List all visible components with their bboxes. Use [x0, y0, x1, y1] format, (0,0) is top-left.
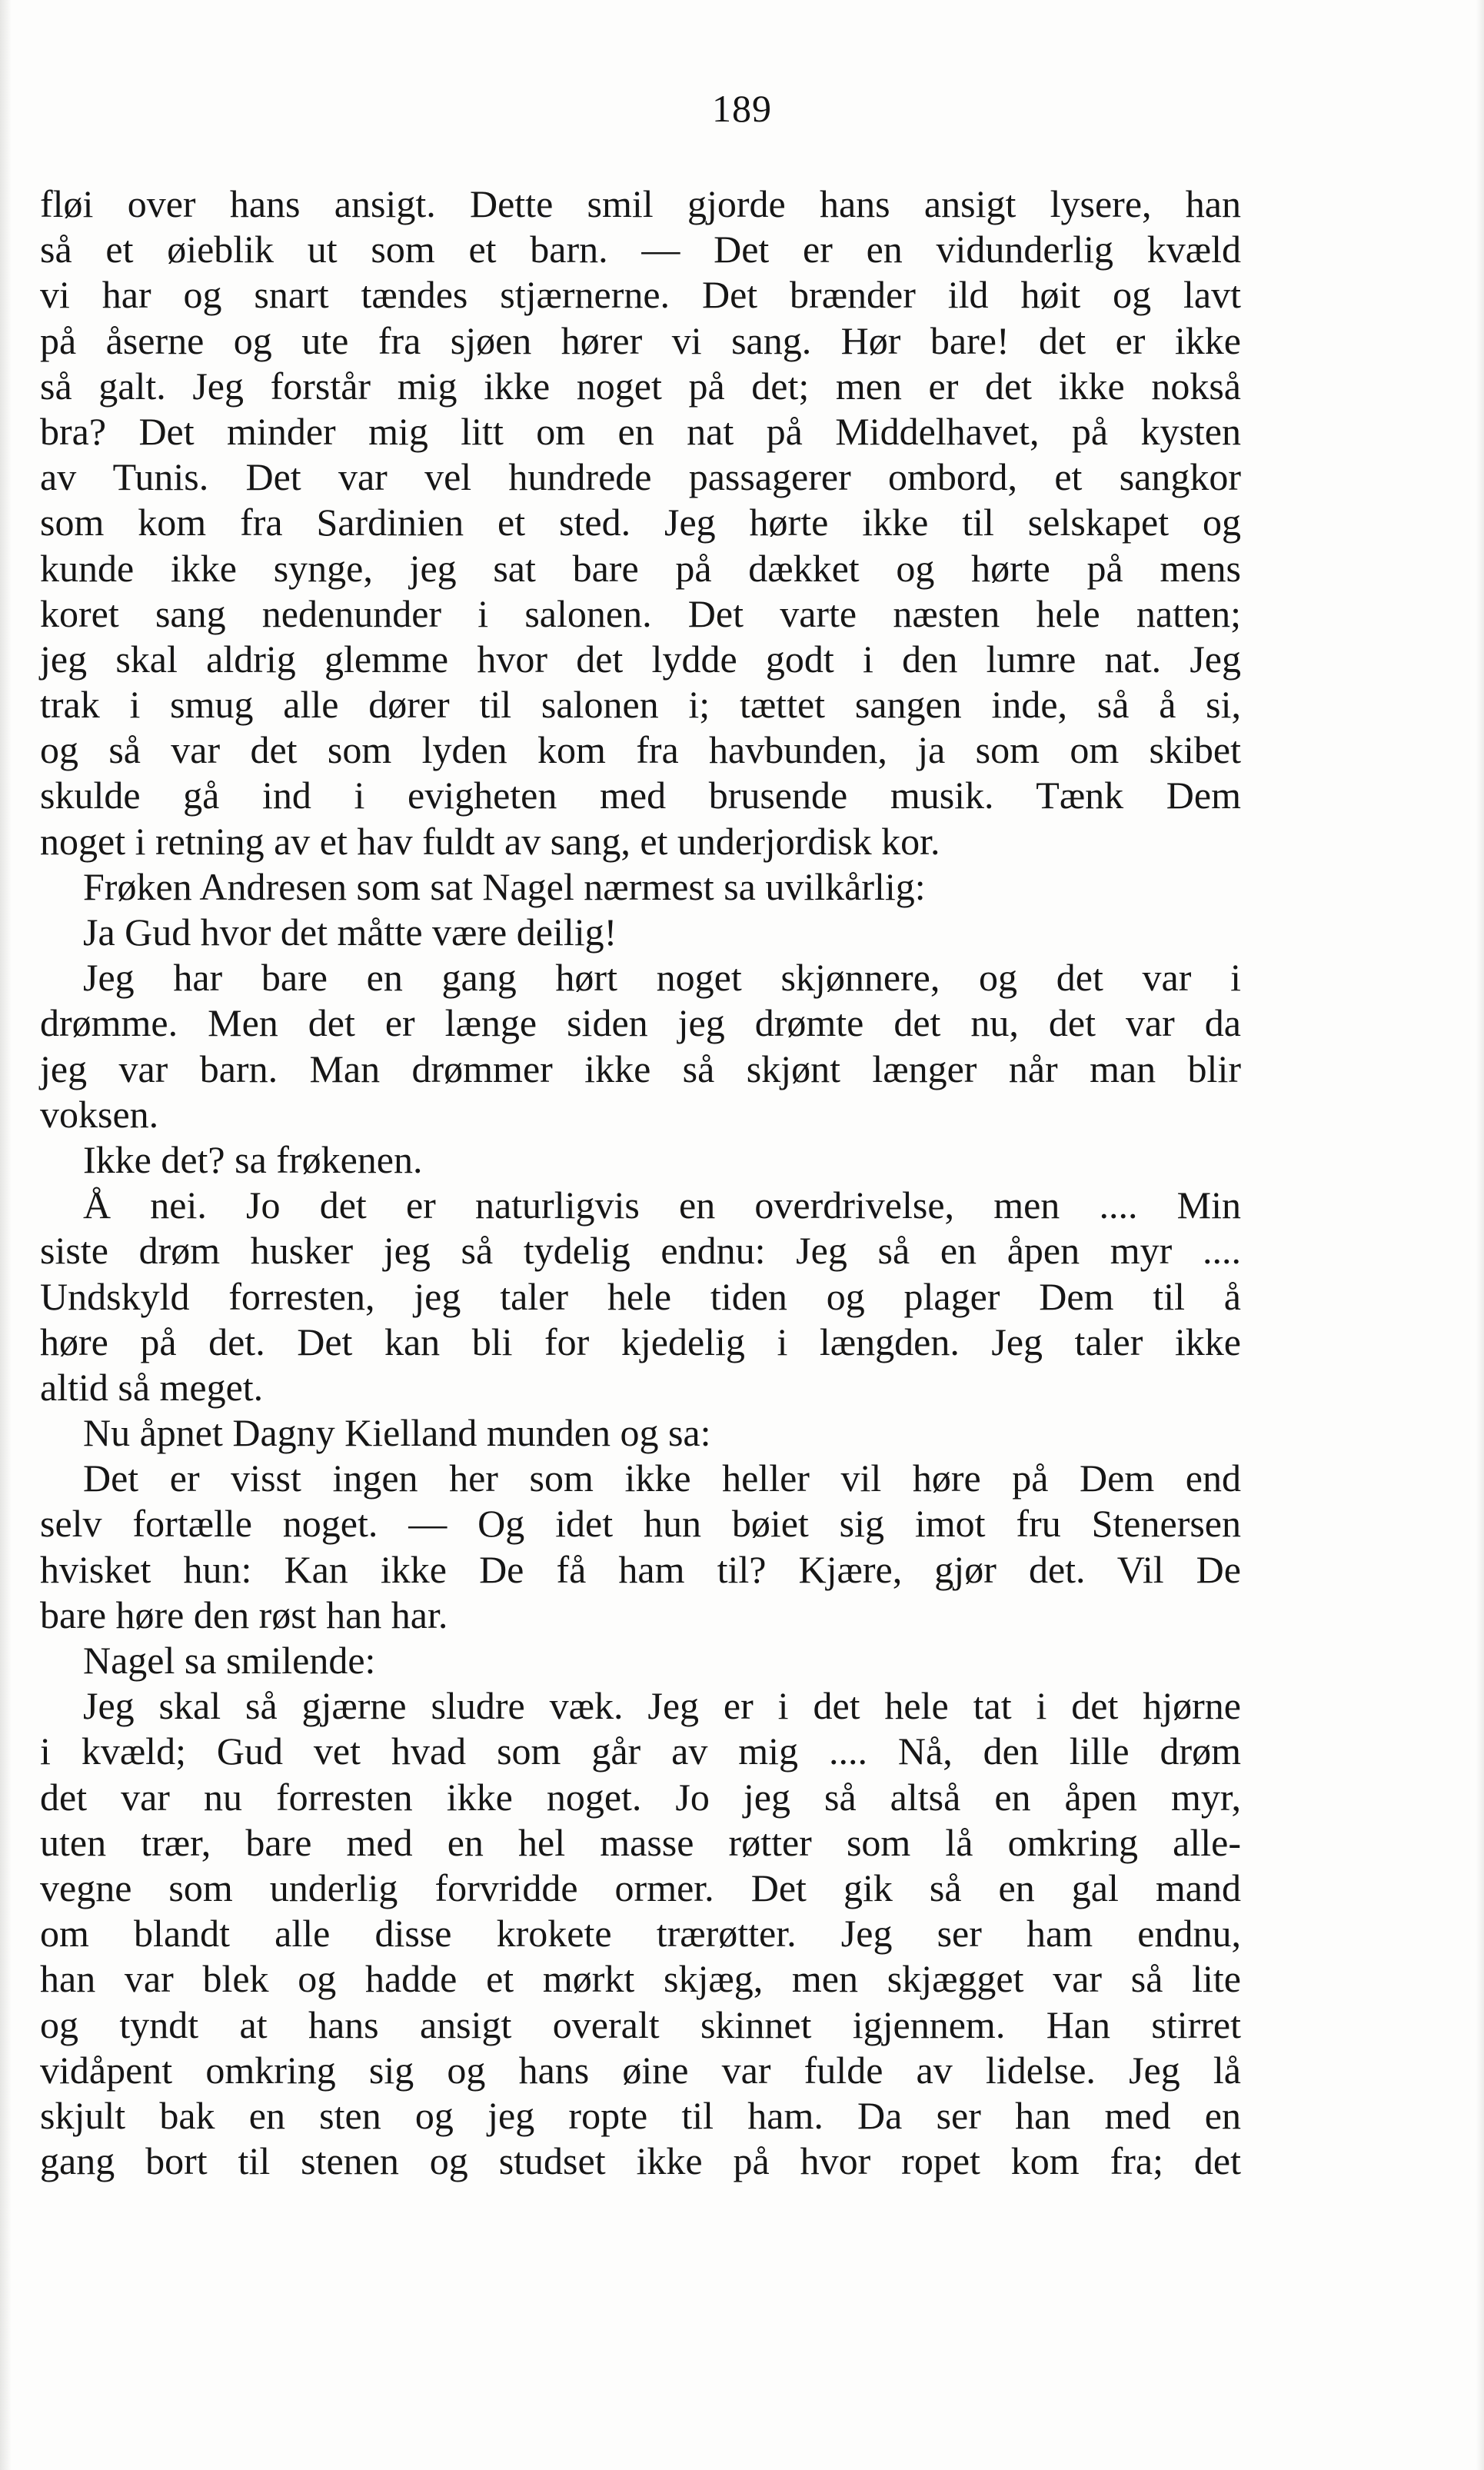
text-line: uten trær, bare med en hel masse røtter som lå omkring alle- — [40, 1820, 1241, 1864]
text-line: koret sang nedenunder i salonen. Det varte næsten hele natten; — [40, 591, 1241, 635]
page-number: 189 — [712, 87, 772, 130]
text-line: kunde ikke synge, jeg sat bare på dækket og hørte på mens — [40, 546, 1241, 590]
text-line: om blandt alle disse krokete trærøtter. Jeg ser ham endnu, — [40, 1912, 1241, 1956]
text-line: han var blek og hadde et mørkt skjæg, men skjægget var så lite — [40, 1957, 1241, 2001]
text-line: voksen. — [40, 1092, 159, 1136]
text-line: Frøken Andresen som sat Nagel nærmest sa uvilkårlig: — [83, 864, 926, 908]
text-line: vi har og snart tændes stjærnerne. Det brænder ild høit og lavt — [40, 273, 1241, 317]
text-line: trak i smug alle dører til salonen i; tættet sangen inde, så å si, — [40, 683, 1241, 727]
text-line: drømme. Men det er længe siden jeg drømte det nu, det var da — [40, 1001, 1241, 1045]
text-line: fløi over hans ansigt. Dette smil gjorde hans ansigt lysere, han — [40, 182, 1241, 225]
text-line: vegne som underlig forvridde ormer. Det gik så en gal mand — [40, 1866, 1241, 1909]
text-line: Nu åpnet Dagny Kielland munden og sa: — [83, 1411, 711, 1455]
text-line: Jeg skal så gjærne sludre væk. Jeg er i det hele tat i det hjørne — [83, 1684, 1241, 1728]
text-line: og så var det som lyden kom fra havbunden, ja som om skibet — [40, 728, 1241, 772]
text-line: vidåpent omkring sig og hans øine var fulde av lidelse. Jeg lå — [40, 2048, 1241, 2092]
page-edge-right — [1476, 0, 1484, 2470]
text-line: siste drøm husker jeg så tydelig endnu: Jeg så en åpen myr .... — [40, 1229, 1241, 1273]
text-line: gang bort til stenen og studset ikke på hvor ropet kom fra; det — [40, 2139, 1241, 2183]
text-line: bare høre den røst han har. — [40, 1593, 448, 1636]
text-line: som kom fra Sardinien et sted. Jeg hørte ikke til selskapet og — [40, 501, 1241, 544]
text-line: og tyndt at hans ansigt overalt skinnet igjennem. Han stirret — [40, 2002, 1241, 2046]
text-line: Undskyld forresten, jeg taler hele tiden og plager Dem til å — [40, 1274, 1241, 1318]
text-line: jeg skal aldrig glemme hvor det lydde godt i den lumre nat. Jeg — [40, 637, 1241, 681]
text-line: Ja Gud hvor det måtte være deilig! — [83, 910, 617, 954]
text-line: hvisket hun: Kan ikke De få ham til? Kjære, gjør det. Vil De — [40, 1547, 1241, 1591]
text-line: skulde gå ind i evigheten med brusende musik. Tænk Dem — [40, 774, 1241, 817]
text-line: så et øieblik ut som et barn. — Det er en vidunderlig kvæld — [40, 228, 1241, 271]
text-line: bra? Det minder mig litt om en nat på Middelhavet, på kysten — [40, 409, 1241, 453]
text-line: selv fortælle noget. — Og idet hun bøiet sig imot fru Stenersen — [40, 1502, 1241, 1546]
text-line: i kvæld; Gud vet hvad som går av mig .... Nå, den lille drøm — [40, 1729, 1241, 1773]
body-text — [40, 181, 1241, 2184]
text-line: det var nu forresten ikke noget. Jo jeg så altså en åpen myr, — [40, 1775, 1241, 1819]
text-line: Nagel sa smilende: — [83, 1639, 376, 1682]
text-line: jeg var barn. Man drømmer ikke så skjønt længer når man blir — [40, 1047, 1241, 1090]
text-line: skjult bak en sten og jeg ropte til ham. Da ser han med en — [40, 2093, 1241, 2137]
text-line: altid så meget. — [40, 1365, 264, 1409]
text-line: Å nei. Jo det er naturligvis en overdrivelse, men .... Min — [83, 1183, 1241, 1227]
page-edge-left — [0, 0, 11, 2470]
text-line: Jeg har bare en gang hørt noget skjønnere, og det var i — [83, 956, 1241, 1000]
text-line: så galt. Jeg forstår mig ikke noget på det; men er det ikke nokså — [40, 364, 1241, 408]
text-line: noget i retning av et hav fuldt av sang, et underjordisk kor. — [40, 819, 940, 863]
text-line: Ikke det? sa frøkenen. — [83, 1137, 423, 1181]
text-line: på åserne og ute fra sjøen hører vi sang. Hør bare! det er ikke — [40, 318, 1241, 362]
text-line: høre på det. Det kan bli for kjedelig i længden. Jeg taler ikke — [40, 1320, 1241, 1363]
text-line: Det er visst ingen her som ikke heller vil høre på Dem end — [83, 1456, 1241, 1500]
text-line: av Tunis. Det var vel hundrede passagerer ombord, et sangkor — [40, 455, 1241, 499]
